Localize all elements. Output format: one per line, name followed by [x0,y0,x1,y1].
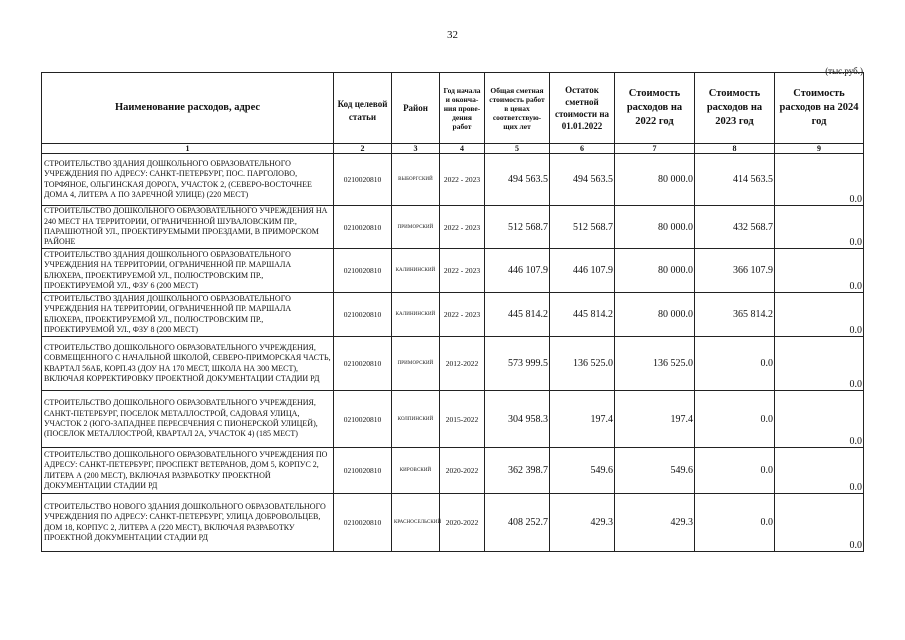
cell-name: СТРОИТЕЛЬСТВО ЗДАНИЯ ДОШКОЛЬНОГО ОБРАЗОВАТЕЛЬНОГО УЧРЕЖДЕНИЯ ПО АДРЕСУ: САНКТ-ПЕТЕРБУРГ, ПОС. ПАРГОЛОВО, ТОРФЯНОЕ, ОЛЬГИНСКАЯ ДОРОГА, УЧАСТОК 2, (СЕВЕРО-ВОСТОЧНЕЕ ДОМА 4, ЛИТЕРА А ПО ЗАРЕЧНОЙ УЛИЦЕ) (220 МЕСТ) [42,154,334,206]
cell-y2024: 0.0 [775,448,864,494]
cell-y2024: 0.0 [775,293,864,337]
cell-total: 573 999.5 [485,337,550,391]
unit-label: (тыс.руб.) [825,66,863,76]
cell-years: 2022 - 2023 [440,293,485,337]
cell-years: 2022 - 2023 [440,206,485,249]
cell-remain: 494 563.5 [550,154,615,206]
cell-remain: 445 814.2 [550,293,615,337]
table-row [42,249,864,293]
cell-remain: 549.6 [550,448,615,494]
cell-remain: 197.4 [550,391,615,448]
col-header-name: Наименование расходов, адрес [42,73,334,144]
cell-years: 2022 - 2023 [440,249,485,293]
table-row [42,154,864,206]
cell-y2024: 0.0 [775,494,864,552]
cell-y2023: 0.0 [695,337,775,391]
cell-y2024: 0.0 [775,337,864,391]
col-header-years: Год начала и оконча-ния прове-дения работ [440,73,485,144]
col-header-2022: Стоимость расходов на 2022 год [615,73,695,144]
col-header-total: Общая сметная стоимость работ в ценах соответствую-щих лет [485,73,550,144]
cell-years: 2012-2022 [440,337,485,391]
cell-years: 2020-2022 [440,448,485,494]
col-header-2024: Стоимость расходов на 2024 год [775,73,864,144]
header-row [42,73,864,144]
cell-total: 304 958.3 [485,391,550,448]
col-header-2023: Стоимость расходов на 2023 год [695,73,775,144]
col-number: 8 [695,144,775,154]
cell-remain: 429.3 [550,494,615,552]
cell-remain: 446 107.9 [550,249,615,293]
cell-total: 494 563.5 [485,154,550,206]
cell-y2024: 0.0 [775,154,864,206]
cell-remain: 136 525.0 [550,337,615,391]
cell-years: 2015-2022 [440,391,485,448]
table-row [42,494,864,552]
cell-y2022: 197.4 [615,391,695,448]
cell-district: КРАСНОСЕЛЬСКИЙ [392,494,440,552]
table-row [42,206,864,249]
cell-y2023: 366 107.9 [695,249,775,293]
cell-name: СТРОИТЕЛЬСТВО ЗДАНИЯ ДОШКОЛЬНОГО ОБРАЗОВАТЕЛЬНОГО УЧРЕЖДЕНИЯ НА ТЕРРИТОРИИ, ОГРАНИЧЕННОЙ ПР. МАРШАЛА БЛЮХЕРА, ПРОЕКТИРУЕМОЙ УЛ., ПОЛЮСТРОВСКИМ ПР., ПРОЕКТИРУЕМОЙ УЛ., ФЗУ 8 (200 МЕСТ) [42,293,334,337]
cell-code: 0210020810 [334,337,392,391]
column-number-row [42,144,864,154]
cell-code: 0210020810 [334,293,392,337]
cell-district: КАЛИНИНСКИЙ [392,293,440,337]
cell-remain: 512 568.7 [550,206,615,249]
cell-district: КАЛИНИНСКИЙ [392,249,440,293]
cell-name: СТРОИТЕЛЬСТВО НОВОГО ЗДАНИЯ ДОШКОЛЬНОГО ОБРАЗОВАТЕЛЬНОГО УЧРЕЖДЕНИЯ ПО АДРЕСУ: САНКТ-ПЕТЕРБУРГ, УЛИЦА ДОБРОВОЛЬЦЕВ, ДОМ 18, КОРПУС 2, ЛИТЕРА А (220 МЕСТ), ВКЛЮЧАЯ РАЗРАБОТКУ ПРОЕКТНОЙ ДОКУМЕНТАЦИИ СТАДИИ РД [42,494,334,552]
cell-name: СТРОИТЕЛЬСТВО ДОШКОЛЬНОГО ОБРАЗОВАТЕЛЬНОГО УЧРЕЖДЕНИЯ, САНКТ-ПЕТЕРБУРГ, ПОСЕЛОК МЕТАЛЛОСТРОЙ, САДОВАЯ УЛИЦА, УЧАСТОК 2 (ЮГО-ЗАПАДНЕЕ ПЕРЕСЕЧЕНИЯ С ПИОНЕРСКОЙ УЛИЦЕЙ), (ПОСЕЛОК МЕТАЛЛОСТРОЙ, КВАРТАЛ 2А, УЧАСТОК 4) (185 МЕСТ) [42,391,334,448]
cell-code: 0210020810 [334,494,392,552]
cell-y2022: 80 000.0 [615,206,695,249]
cell-y2023: 432 568.7 [695,206,775,249]
cell-y2024: 0.0 [775,391,864,448]
cell-name: СТРОИТЕЛЬСТВО ДОШКОЛЬНОГО ОБРАЗОВАТЕЛЬНОГО УЧРЕЖДЕНИЯ НА 240 МЕСТ НА ТЕРРИТОРИИ, ОГРАНИЧЕННОЙ ШУВАЛОВСКИМ ПР., ПАРАШЮТНОЙ УЛ., ПРОЕКТИРУЕМЫМИ ПРОЕЗДАМИ, В ПРИМОРСКОМ РАЙОНЕ [42,206,334,249]
cell-code: 0210020810 [334,391,392,448]
cell-y2022: 549.6 [615,448,695,494]
col-number: 3 [392,144,440,154]
cell-code: 0210020810 [334,249,392,293]
cell-district: ПРИМОРСКИЙ [392,337,440,391]
table-row [42,391,864,448]
cell-y2023: 414 563.5 [695,154,775,206]
cell-total: 446 107.9 [485,249,550,293]
page-number: 32 [447,29,458,41]
cell-years: 2020-2022 [440,494,485,552]
cell-y2022: 80 000.0 [615,154,695,206]
cell-y2022: 136 525.0 [615,337,695,391]
cell-code: 0210020810 [334,206,392,249]
cell-y2022: 429.3 [615,494,695,552]
cell-total: 512 568.7 [485,206,550,249]
cell-y2024: 0.0 [775,206,864,249]
col-header-code: Код целевой статьи [334,73,392,144]
cell-y2023: 0.0 [695,448,775,494]
cell-district: КИРОВСКИЙ [392,448,440,494]
cell-total: 445 814.2 [485,293,550,337]
cell-district: КОЛПИНСКИЙ [392,391,440,448]
cell-code: 0210020810 [334,448,392,494]
col-number: 4 [440,144,485,154]
cell-district: ПРИМОРСКИЙ [392,206,440,249]
table-row [42,448,864,494]
col-number: 2 [334,144,392,154]
col-number: 7 [615,144,695,154]
table-row [42,293,864,337]
col-number: 9 [775,144,864,154]
cell-y2023: 365 814.2 [695,293,775,337]
cell-y2022: 80 000.0 [615,293,695,337]
col-number: 6 [550,144,615,154]
cell-y2023: 0.0 [695,494,775,552]
col-header-remain: Остаток сметной стоимости на 01.01.2022 [550,73,615,144]
cell-name: СТРОИТЕЛЬСТВО ДОШКОЛЬНОГО ОБРАЗОВАТЕЛЬНОГО УЧРЕЖДЕНИЯ, СОВМЕЩЕННОГО С НАЧАЛЬНОЙ ШКОЛОЙ, СЕВЕРО-ПРИМОРСКАЯ ЧАСТЬ, КВАРТАЛ 56АБ, КОРП.43 (ДОУ НА 170 МЕСТ, ШКОЛА НА 300 МЕСТ), ВКЛЮЧАЯ КОРРЕКТИРОВКУ ПРОЕКТНОЙ ДОКУМЕНТАЦИИ СТАДИИ РД [42,337,334,391]
cell-years: 2022 - 2023 [440,154,485,206]
cell-district: ВЫБОРГСКИЙ [392,154,440,206]
cell-name: СТРОИТЕЛЬСТВО ДОШКОЛЬНОГО ОБРАЗОВАТЕЛЬНОГО УЧРЕЖДЕНИЯ ПО АДРЕСУ: САНКТ-ПЕТЕРБУРГ, ПРОСПЕКТ ВЕТЕРАНОВ, ДОМ 5, КОРПУС 2, ЛИТЕРА А (200 МЕСТ), ВКЛЮЧАЯ РАЗРАБОТКУ ПРОЕКТНОЙ ДОКУМЕНТАЦИИ СТАДИИ РД [42,448,334,494]
cell-code: 0210020810 [334,154,392,206]
col-header-district: Район [392,73,440,144]
cell-y2022: 80 000.0 [615,249,695,293]
col-number: 5 [485,144,550,154]
cell-total: 362 398.7 [485,448,550,494]
cell-y2023: 0.0 [695,391,775,448]
cell-y2024: 0.0 [775,249,864,293]
cell-total: 408 252.7 [485,494,550,552]
col-number: 1 [42,144,334,154]
cell-name: СТРОИТЕЛЬСТВО ЗДАНИЯ ДОШКОЛЬНОГО ОБРАЗОВАТЕЛЬНОГО УЧРЕЖДЕНИЯ НА ТЕРРИТОРИИ, ОГРАНИЧЕННОЙ ПР. МАРШАЛА БЛЮХЕРА, ПРОЕКТИРУЕМОЙ УЛ., ПОЛЮСТРОВСКИМ ПР., ПРОЕКТИРУЕМОЙ УЛ., ФЗУ 6 (200 МЕСТ) [42,249,334,293]
expenses-table [41,72,864,552]
table-row [42,337,864,391]
